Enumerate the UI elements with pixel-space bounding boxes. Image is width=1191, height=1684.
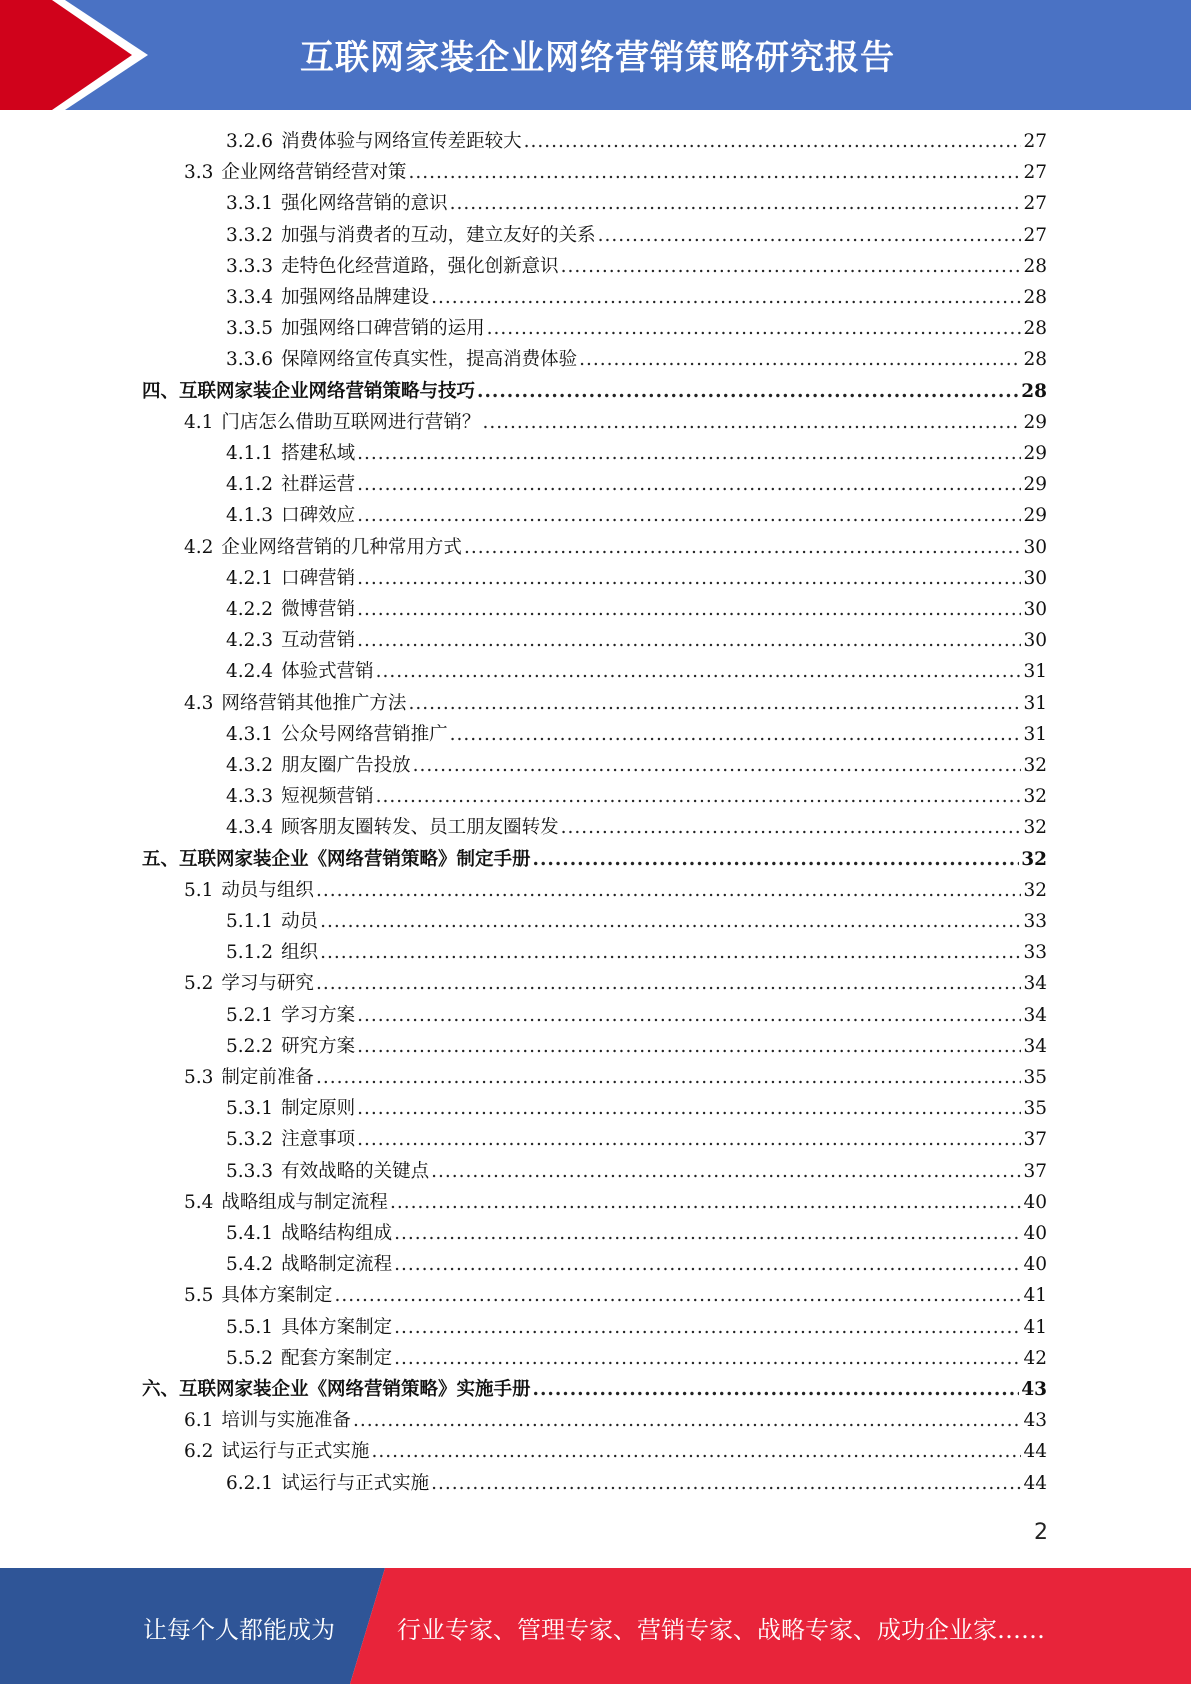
toc-entry[interactable] bbox=[226, 344, 1047, 375]
toc-dot-leader bbox=[357, 1124, 1021, 1155]
toc-dot-leader bbox=[579, 344, 1021, 375]
toc-entry[interactable] bbox=[226, 1249, 1047, 1280]
toc-entry-page: 29 bbox=[1023, 411, 1047, 433]
toc-dot-leader bbox=[413, 750, 1022, 781]
toc-dot-leader bbox=[394, 1249, 1021, 1280]
toc-entry-title: 企业网络营销的几种常用方式 bbox=[221, 536, 462, 558]
toc-dot-leader bbox=[524, 126, 1022, 157]
toc-entry[interactable] bbox=[226, 1093, 1047, 1124]
toc-entry-page: 33 bbox=[1023, 942, 1047, 964]
toc-entry-number: 3.3.2 bbox=[226, 224, 274, 246]
toc-dot-leader bbox=[316, 968, 1022, 999]
toc-entry-number: 4.2 bbox=[184, 536, 214, 558]
toc-dot-leader bbox=[477, 376, 1019, 407]
toc-entry-title: 六、互联网家装企业《网络营销策略》实施手册 bbox=[142, 1379, 531, 1400]
toc-entry-number: 5.4.1 bbox=[226, 1223, 274, 1244]
toc-entry-page: 35 bbox=[1023, 1098, 1047, 1120]
toc-entry-title: 培训与实施准备 bbox=[221, 1410, 351, 1432]
toc-entry[interactable] bbox=[226, 812, 1047, 843]
toc-entry-number: 4.2.3 bbox=[226, 630, 274, 652]
toc-entry-number: 5.5.2 bbox=[226, 1347, 274, 1369]
toc-entry-page: 34 bbox=[1023, 1004, 1047, 1026]
toc-entry-number: 4.1.3 bbox=[226, 505, 274, 527]
toc-entry-number: 5.1.1 bbox=[226, 911, 274, 932]
toc-entry[interactable] bbox=[184, 1187, 1047, 1218]
toc-entry-title: 公众号网络营销推广 bbox=[281, 723, 448, 745]
toc-entry-title: 网络营销其他推广方法 bbox=[221, 692, 407, 714]
toc-dot-leader bbox=[357, 1031, 1021, 1062]
toc-entry-title: 动员与组织 bbox=[221, 879, 314, 901]
toc-entry-page: 33 bbox=[1023, 911, 1047, 932]
toc-entry[interactable] bbox=[226, 656, 1047, 687]
toc-entry-title: 学习方案 bbox=[281, 1004, 356, 1026]
toc-entry-number: 5.5.1 bbox=[226, 1316, 274, 1338]
toc-entry-number: 4.3.3 bbox=[226, 786, 274, 808]
toc-dot-leader bbox=[371, 1436, 1021, 1467]
toc-entry-page: 37 bbox=[1023, 1160, 1047, 1182]
toc-entry-title: 制定原则 bbox=[281, 1098, 356, 1120]
toc-dot-leader bbox=[533, 1374, 1020, 1405]
toc-entry-number: 3.3.5 bbox=[226, 318, 274, 340]
toc-entry-title: 口碑效应 bbox=[281, 505, 356, 527]
toc-entry[interactable] bbox=[226, 625, 1047, 656]
toc-dot-leader bbox=[394, 1343, 1021, 1374]
toc-entry-title: 企业网络营销经营对策 bbox=[221, 162, 407, 184]
toc-entry-title: 微博营销 bbox=[281, 599, 356, 620]
toc-entry-number: 5.2.1 bbox=[226, 1004, 274, 1026]
toc-entry-number: 5.5 bbox=[184, 1285, 214, 1307]
toc-entry-title: 注意事项 bbox=[281, 1129, 356, 1151]
toc-dot-leader bbox=[394, 1312, 1021, 1343]
toc-entry-title: 试运行与正式实施 bbox=[221, 1441, 370, 1463]
toc-entry-title: 五、互联网家装企业《网络营销策略》制定手册 bbox=[142, 848, 531, 870]
toc-entry-page: 37 bbox=[1023, 1129, 1047, 1151]
toc-entry[interactable] bbox=[226, 906, 1047, 937]
toc-entry-page: 30 bbox=[1023, 599, 1047, 620]
toc-entry-number: 5.1 bbox=[184, 879, 214, 901]
toc-entry-number: 4.2.1 bbox=[226, 567, 274, 589]
toc-entry-number: 4.1.1 bbox=[226, 443, 274, 464]
footer-slogan-left: 让每个人都能成为 bbox=[143, 1616, 335, 1644]
toc-dot-leader bbox=[357, 438, 1021, 469]
toc-entry[interactable] bbox=[226, 1156, 1047, 1187]
toc-entry-page: 30 bbox=[1023, 536, 1047, 558]
toc-entry[interactable] bbox=[142, 376, 1047, 407]
toc-entry-number: 5.3.1 bbox=[226, 1098, 274, 1120]
toc-entry-number: 5.2.2 bbox=[226, 1035, 274, 1057]
toc-entry-number: 5.4 bbox=[184, 1191, 214, 1213]
toc-entry-number: 4.3.1 bbox=[226, 723, 274, 745]
toc-entry-title: 门店怎么借助互联网进行营销？ bbox=[221, 411, 481, 433]
toc-entry-title: 组织 bbox=[281, 942, 319, 964]
toc-entry-number: 6.2.1 bbox=[226, 1472, 274, 1494]
toc-entry-title: 顾客朋友圈转发、员工朋友圈转发 bbox=[281, 817, 559, 839]
toc-entry-title: 走特色化经营道路，强化创新意识 bbox=[281, 255, 559, 277]
toc-entry-title: 具体方案制定 bbox=[221, 1285, 333, 1307]
toc-entry[interactable] bbox=[226, 1312, 1047, 1343]
page-number: 2 bbox=[1034, 1520, 1048, 1545]
header-banner bbox=[0, 0, 1191, 110]
toc-dot-leader bbox=[487, 313, 1022, 344]
toc-entry[interactable] bbox=[226, 126, 1047, 157]
toc-entry-page: 29 bbox=[1023, 474, 1047, 496]
toc-dot-leader bbox=[376, 656, 1022, 687]
toc-entry-page: 43 bbox=[1021, 1379, 1047, 1400]
toc-dot-leader bbox=[394, 1218, 1021, 1249]
toc-entry-page: 29 bbox=[1023, 443, 1047, 464]
toc-entry-page: 27 bbox=[1023, 193, 1047, 215]
toc-entry-title: 口碑营销 bbox=[281, 567, 356, 589]
toc-entry-number: 3.2.6 bbox=[226, 131, 274, 152]
toc-entry-title: 保障网络宣传真实性，提高消费体验 bbox=[281, 349, 578, 371]
toc-entry-number: 6.1 bbox=[184, 1410, 214, 1432]
toc-entry[interactable] bbox=[226, 188, 1047, 219]
toc-entry-page: 44 bbox=[1023, 1472, 1047, 1494]
toc-entry[interactable] bbox=[226, 1124, 1047, 1155]
toc-dot-leader bbox=[316, 1062, 1022, 1093]
toc-entry-page: 35 bbox=[1023, 1067, 1047, 1088]
toc-entry-page: 30 bbox=[1023, 567, 1047, 589]
toc-entry[interactable] bbox=[184, 532, 1047, 563]
toc-entry[interactable] bbox=[226, 438, 1047, 469]
toc-dot-leader bbox=[357, 563, 1021, 594]
toc-entry-title: 搭建私域 bbox=[281, 443, 356, 464]
toc-entry-number: 5.2 bbox=[184, 973, 214, 995]
toc-dot-leader bbox=[450, 719, 1022, 750]
toc-dot-leader bbox=[431, 1468, 1021, 1499]
toc-dot-leader bbox=[408, 688, 1021, 719]
toc-entry-title: 具体方案制定 bbox=[281, 1316, 393, 1338]
toc-entry-page: 31 bbox=[1023, 661, 1047, 683]
toc-entry-title: 制定前准备 bbox=[221, 1067, 314, 1088]
toc-entry-title: 朋友圈广告投放 bbox=[281, 755, 411, 776]
toc-entry-title: 短视频营销 bbox=[281, 786, 374, 808]
toc-entry-number: 4.1 bbox=[184, 411, 214, 433]
toc-entry-page: 40 bbox=[1023, 1191, 1047, 1213]
toc-entry-title: 有效战略的关键点 bbox=[281, 1160, 430, 1182]
toc-entry-title: 学习与研究 bbox=[221, 973, 314, 995]
toc-entry[interactable] bbox=[184, 688, 1047, 719]
toc-entry-page: 43 bbox=[1023, 1410, 1047, 1432]
toc-entry[interactable] bbox=[142, 1374, 1047, 1405]
toc-entry-number: 6.2 bbox=[184, 1441, 214, 1463]
toc-entry-number: 4.3.2 bbox=[226, 755, 274, 776]
toc-dot-leader bbox=[357, 1000, 1021, 1031]
toc-entry[interactable] bbox=[184, 1436, 1047, 1467]
toc-entry-page: 27 bbox=[1023, 162, 1047, 184]
toc-entry[interactable] bbox=[184, 1280, 1047, 1311]
toc-entry-page: 28 bbox=[1023, 255, 1047, 277]
toc-entry-page: 30 bbox=[1023, 630, 1047, 652]
report-title: 互联网家装企业网络营销策略研究报告 bbox=[300, 38, 895, 78]
toc-entry-number: 3.3.6 bbox=[226, 349, 274, 371]
toc-entry[interactable] bbox=[226, 594, 1047, 625]
toc-entry-page: 28 bbox=[1023, 318, 1047, 340]
toc-entry-page: 40 bbox=[1023, 1254, 1047, 1276]
toc-dot-leader bbox=[598, 220, 1022, 251]
toc-dot-leader bbox=[357, 594, 1021, 625]
toc-dot-leader bbox=[390, 1187, 1022, 1218]
toc-entry[interactable] bbox=[226, 251, 1047, 282]
toc-entry[interactable] bbox=[226, 563, 1047, 594]
toc-entry[interactable] bbox=[226, 220, 1047, 251]
toc-entry-title: 加强与消费者的互动，建立友好的关系 bbox=[281, 224, 596, 246]
toc-entry-number: 5.3.2 bbox=[226, 1129, 274, 1151]
toc-entry-title: 加强网络口碑营销的运用 bbox=[281, 318, 485, 340]
toc-entry[interactable] bbox=[226, 500, 1047, 531]
toc-dot-leader bbox=[316, 875, 1022, 906]
toc-entry[interactable] bbox=[226, 1000, 1047, 1031]
toc-dot-leader bbox=[408, 157, 1021, 188]
toc-entry-page: 27 bbox=[1023, 131, 1047, 152]
toc-entry[interactable] bbox=[226, 781, 1047, 812]
toc-entry-title: 试运行与正式实施 bbox=[281, 1472, 430, 1494]
toc-entry-title: 加强网络品牌建设 bbox=[281, 287, 430, 308]
toc-entry[interactable] bbox=[226, 313, 1047, 344]
toc-dot-leader bbox=[482, 407, 1021, 438]
toc-dot-leader bbox=[357, 469, 1021, 500]
toc-entry-page: 32 bbox=[1021, 848, 1047, 870]
toc-entry-page: 42 bbox=[1023, 1347, 1047, 1369]
toc-entry-page: 32 bbox=[1023, 755, 1047, 776]
toc-dot-leader bbox=[334, 1280, 1021, 1311]
toc-entry-title: 研究方案 bbox=[281, 1035, 356, 1057]
toc-entry[interactable] bbox=[226, 1468, 1047, 1499]
toc-entry[interactable] bbox=[226, 937, 1047, 968]
toc-dot-leader bbox=[357, 625, 1021, 656]
toc-entry-title: 战略组成与制定流程 bbox=[221, 1191, 388, 1213]
toc-entry-number: 4.2.4 bbox=[226, 661, 274, 683]
footer-slogan-right: 行业专家、管理专家、营销专家、战略专家、成功企业家…… bbox=[397, 1616, 1045, 1644]
toc-dot-leader bbox=[431, 282, 1021, 313]
toc-entry-number: 5.3.3 bbox=[226, 1160, 274, 1182]
toc-dot-leader bbox=[533, 844, 1020, 875]
toc-dot-leader bbox=[464, 532, 1022, 563]
toc-entry-title: 战略结构组成 bbox=[281, 1223, 393, 1244]
toc-dot-leader bbox=[431, 1156, 1021, 1187]
toc-entry-title: 四、互联网家装企业网络营销策略与技巧 bbox=[142, 380, 476, 402]
toc-entry-number: 3.3.3 bbox=[226, 255, 274, 277]
toc-entry-number: 3.3.4 bbox=[226, 287, 274, 308]
toc-entry-page: 29 bbox=[1023, 505, 1047, 527]
toc-entry[interactable] bbox=[226, 1031, 1047, 1062]
toc-dot-leader bbox=[376, 781, 1022, 812]
toc-dot-leader bbox=[353, 1405, 1022, 1436]
toc-entry[interactable] bbox=[226, 750, 1047, 781]
toc-entry[interactable] bbox=[226, 282, 1047, 313]
toc-entry-page: 41 bbox=[1023, 1316, 1047, 1338]
toc-entry-title: 社群运营 bbox=[281, 474, 356, 496]
toc-entry-page: 44 bbox=[1023, 1441, 1047, 1463]
toc-entry[interactable] bbox=[226, 1343, 1047, 1374]
toc-entry-number: 5.4.2 bbox=[226, 1254, 274, 1276]
toc-entry[interactable] bbox=[184, 968, 1047, 999]
toc-dot-leader bbox=[357, 500, 1021, 531]
toc-entry[interactable] bbox=[226, 469, 1047, 500]
toc-entry-page: 31 bbox=[1023, 692, 1047, 714]
toc-dot-leader bbox=[561, 251, 1022, 282]
toc-entry[interactable] bbox=[184, 875, 1047, 906]
toc-entry-title: 消费体验与网络宣传差距较大 bbox=[281, 131, 522, 152]
toc-entry-page: 34 bbox=[1023, 1035, 1047, 1057]
toc-entry-page: 28 bbox=[1023, 349, 1047, 371]
toc-entry-number: 3.3 bbox=[184, 162, 214, 184]
toc-dot-leader bbox=[450, 188, 1022, 219]
toc-entry[interactable] bbox=[184, 1062, 1047, 1093]
toc-entry[interactable] bbox=[142, 844, 1047, 875]
toc-entry[interactable] bbox=[184, 1405, 1047, 1436]
toc-entry-page: 34 bbox=[1023, 973, 1047, 995]
toc-entry-page: 32 bbox=[1023, 786, 1047, 808]
toc-entry-page: 31 bbox=[1023, 723, 1047, 745]
toc-entry[interactable] bbox=[184, 157, 1047, 188]
toc-entry-number: 4.3 bbox=[184, 692, 214, 714]
toc-entry[interactable] bbox=[226, 719, 1047, 750]
toc-entry-number: 5.1.2 bbox=[226, 942, 274, 964]
toc-entry-title: 体验式营销 bbox=[281, 661, 374, 683]
toc-dot-leader bbox=[320, 906, 1021, 937]
toc-entry-page: 28 bbox=[1023, 287, 1047, 308]
toc-entry-page: 40 bbox=[1023, 1223, 1047, 1244]
toc-dot-leader bbox=[320, 937, 1021, 968]
toc-entry-title: 配套方案制定 bbox=[281, 1347, 393, 1369]
toc-entry-page: 28 bbox=[1021, 380, 1047, 402]
toc-entry[interactable] bbox=[184, 407, 1047, 438]
footer-banner bbox=[0, 1568, 1191, 1684]
toc-entry-number: 4.2.2 bbox=[226, 599, 274, 620]
toc-dot-leader bbox=[561, 812, 1022, 843]
toc-entry-title: 互动营销 bbox=[281, 630, 356, 652]
toc-entry-number: 5.3 bbox=[184, 1067, 214, 1088]
toc-entry-title: 战略制定流程 bbox=[281, 1254, 393, 1276]
toc-entry-page: 32 bbox=[1023, 817, 1047, 839]
toc-entry-page: 32 bbox=[1023, 879, 1047, 901]
toc-entry-page: 41 bbox=[1023, 1285, 1047, 1307]
toc-entry-title: 强化网络营销的意识 bbox=[281, 193, 448, 215]
toc-entry-number: 4.3.4 bbox=[226, 817, 274, 839]
toc-entry-number: 3.3.1 bbox=[226, 193, 274, 215]
toc-entry-number: 4.1.2 bbox=[226, 474, 274, 496]
toc-entry-title: 动员 bbox=[281, 911, 319, 932]
toc-entry-page: 27 bbox=[1023, 224, 1047, 246]
toc-dot-leader bbox=[357, 1093, 1021, 1124]
toc-entry[interactable] bbox=[226, 1218, 1047, 1249]
